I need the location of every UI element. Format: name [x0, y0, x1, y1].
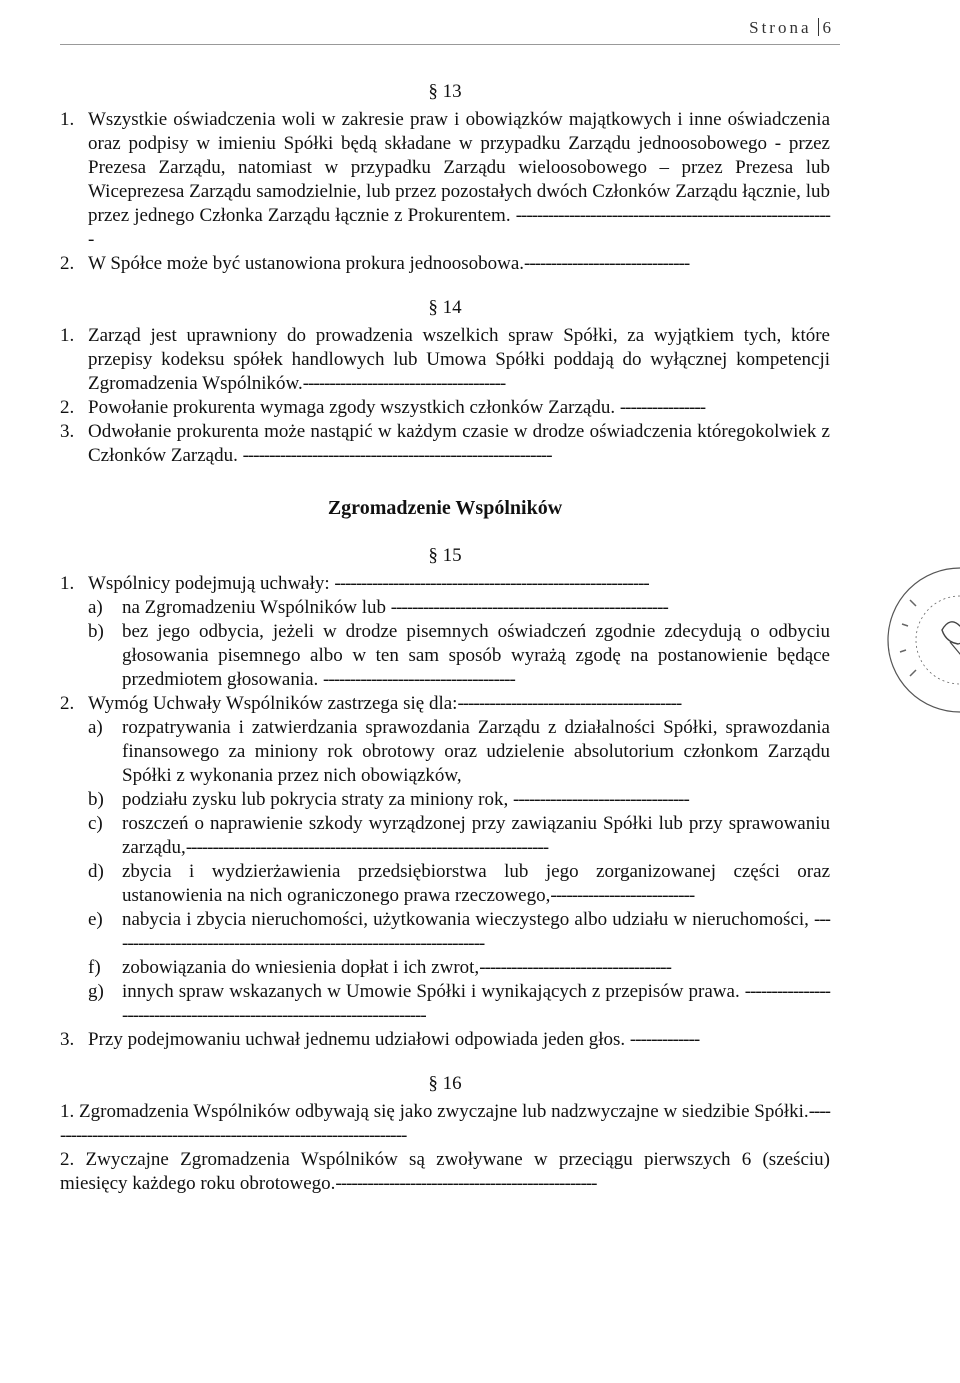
s15-b-dash: ------------------------------------	[323, 669, 515, 690]
s16-p2-text: 2. Zwyczajne Zgromadzenia Wspólników są zwoływane w przeciągu pierwszych 6 (sześciu) miesięcy każdego roku obrotowego.	[60, 1149, 830, 1194]
section-15-title: § 15	[428, 545, 462, 566]
s13-p1-number: 1.	[60, 109, 75, 130]
page-number-label	[749, 18, 834, 38]
s15-p2-item-text-wrap	[122, 956, 830, 980]
s15-p2-item-text-wrap	[122, 788, 830, 812]
s14-p3-text-wrap	[88, 420, 830, 468]
page-number: 6	[822, 18, 834, 37]
s15-paragraph-3	[60, 1028, 830, 1052]
s13-p1-dash: ------------------------------------------------------------	[88, 205, 830, 250]
s15-p2-item-letter: g)	[88, 981, 104, 1002]
s15-paragraph-1	[60, 572, 830, 596]
s14-p3-number: 3.	[60, 421, 75, 442]
s15-p3-text-wrap	[88, 1028, 830, 1052]
s15-p2-item-text: rozpatrywania i zatwierdzania sprawozdania Zarządu z działalności Spółki, sprawozdania finansowego za miniony rok obrotowy oraz udzielenie absolutorium członkom Zarządu Spółki z wykonania przez nich obowiązków,	[122, 717, 830, 786]
page-header	[60, 14, 840, 45]
s15-p1-text-wrap	[88, 572, 830, 596]
s14-p3-text: Odwołanie prokurenta może nastąpić w każdym czasie w drodze oświadczenia któregokolwiek z Członków Zarządu.	[88, 421, 830, 466]
s15-p2-item-letter: d)	[88, 861, 104, 882]
s15-p2-item-text-wrap	[122, 980, 830, 1028]
s13-p2-text-wrap	[88, 252, 830, 276]
s14-p2-number: 2.	[60, 397, 75, 418]
s15-p2-item-text-wrap	[122, 716, 830, 788]
s15-p2-item	[60, 908, 830, 956]
section-14-title: § 14	[428, 297, 462, 318]
s15-p2-item-dash: ------------------------------------	[479, 957, 671, 978]
s16-p1-text: 1. Zgromadzenia Wspólników odbywają się jako zwyczajne lub nadzwyczajne w siedzibie Spółki.	[60, 1101, 809, 1122]
s15-p2-item-dash: --------------------------------------------------------------------	[185, 837, 549, 858]
s15-p2-item-letter: f)	[88, 957, 101, 978]
s15-p2-item-dash: -----------------------------------------------------------------------	[122, 909, 830, 954]
s16-paragraph-1	[60, 1100, 830, 1148]
s15-p2-item	[60, 860, 830, 908]
s16-p1-dash: ---------------------------------------------------------------------	[60, 1101, 830, 1146]
s15-p3-dash: -------------	[629, 1029, 700, 1050]
s14-p1-number: 1.	[60, 325, 75, 346]
s13-p2-dash: -------------------------------	[524, 253, 690, 274]
s15-a-dash: ----------------------------------------------------	[390, 597, 668, 618]
s15-p2-item-letter: a)	[88, 717, 103, 738]
section-13-title: § 13	[428, 81, 462, 102]
s15-a-text: na Zgromadzeniu Wspólników lub	[122, 597, 387, 618]
s15-p1-dash: -----------------------------------------------------------	[334, 573, 649, 594]
s13-p2-text: W Spółce może być ustanowiona prokura jednoosobowa.	[88, 253, 525, 274]
s15-a-letter: a)	[88, 597, 103, 618]
s15-p2-item-text-wrap	[122, 908, 830, 956]
s15-p2-item-dash: ---------------------------	[550, 885, 695, 906]
s13-p1-text: Wszystkie oświadczenia woli w zakresie praw i obowiązków majątkowych i inne oświadczenia oraz podpisy w imieniu Spółki będą składane w przypadku Zarządu jednoosobowego - przez Prezesa Zarządu, natomiast w przypadku Zarządu wieloosobowego – przez Prezesa lub Wiceprezesa Zarządu samodzielnie, lub przez pozostałych dwóch Członków Zarządu łącznie, lub przez jednego Członka Zarządu łącznie z Prokurentem.	[88, 109, 830, 226]
s13-paragraph-2	[60, 252, 830, 276]
s15-p1-item-a	[60, 596, 830, 620]
s15-p2-item	[60, 980, 830, 1028]
s15-b-letter: b)	[88, 621, 104, 642]
s14-p2-text-wrap	[88, 396, 830, 420]
document-body	[60, 80, 830, 1196]
s13-p1-text-wrap	[88, 108, 830, 252]
s15-p2-item	[60, 788, 830, 812]
s13-paragraph-1	[60, 108, 830, 252]
s15-p2-item	[60, 812, 830, 860]
s15-p2-item-letter: c)	[88, 813, 103, 834]
s14-paragraph-3	[60, 420, 830, 468]
s14-p2-dash: ----------------	[619, 397, 706, 418]
s15-p2-item	[60, 956, 830, 980]
s15-p2-item-text-wrap	[122, 860, 830, 908]
section-16-title: § 16	[428, 1073, 462, 1094]
s15-p2-item-letter: b)	[88, 789, 104, 810]
s14-paragraph-1	[60, 324, 830, 396]
s15-p2-item-text: zbycia i wydzierżawienia przedsiębiorstwa lub jego zorganizowanej części oraz ustanowienia na nich ograniczonego prawa rzeczowego,	[122, 861, 830, 906]
official-seal-stamp	[880, 560, 960, 720]
s15-b-text-wrap	[122, 620, 830, 692]
s14-p1-text: Zarząd jest uprawniony do prowadzenia wszelkich spraw Spółki, za wyjątkiem tych, które przepisy kodeksu spółek handlowych lub Umowa Spółki poddają do wyłącznej kompetencji Zgromadzenia Wspólników.	[88, 325, 830, 394]
s15-p2-item-text: roszczeń o naprawienie szkody wyrządzonej przy zawiązaniu Spółki lub przy sprawowaniu zarządu,	[122, 813, 830, 858]
page-separator	[818, 18, 819, 36]
s15-p2-item-text: innych spraw wskazanych w Umowie Spółki i wynikających z przepisów prawa.	[122, 981, 740, 1002]
s15-p2-item	[60, 716, 830, 788]
s15-p2-text: Wymóg Uchwały Wspólników zastrzega się dla:	[88, 693, 458, 714]
s14-paragraph-2	[60, 396, 830, 420]
s15-p1-text: Wspólnicy podejmują uchwały:	[88, 573, 330, 594]
s15-p1-item-b	[60, 620, 830, 692]
s15-p2-item-text: zobowiązania do wniesienia dopłat i ich zwrot,	[122, 957, 480, 978]
s14-p1-dash: --------------------------------------	[302, 373, 506, 394]
s15-p3-number: 3.	[60, 1029, 75, 1050]
s15-p2-number: 2.	[60, 693, 75, 714]
s15-p3-text: Przy podejmowaniu uchwał jednemu udziałowi odpowiada jeden głos.	[88, 1029, 626, 1050]
s14-p2-text: Powołanie prokurenta wymaga zgody wszystkich członków Zarządu.	[88, 397, 616, 418]
s15-p2-item-text-wrap	[122, 812, 830, 860]
s13-p2-number: 2.	[60, 253, 75, 274]
s15-paragraph-2	[60, 692, 830, 716]
s15-p2-item-letter: e)	[88, 909, 103, 930]
s15-b-text: bez jego odbycia, jeżeli w drodze pisemnych oświadczeń zgodnie zdecydują o odbyciu głosowania pisemnego albo w ten sam sposób wyrażą zgodę na postanowienie będące przedmiotem głosowania.	[122, 621, 830, 690]
s15-p2-item-text: podziału zysku lub pokrycia straty za miniony rok,	[122, 789, 509, 810]
s15-p2-item-text: nabycia i zbycia nieruchomości, użytkowania wieczystego albo udziału w nieruchomości,	[122, 909, 809, 930]
s15-p2-item-dash: ---------------------------------	[513, 789, 689, 810]
s16-paragraph-2	[60, 1148, 830, 1196]
s15-p2-text-wrap	[88, 692, 830, 716]
s14-p1-text-wrap	[88, 324, 830, 396]
s15-p2-item-dash: -------------------------------------------------------------------------	[122, 981, 830, 1026]
section-heading: Zgromadzenie Wspólników	[327, 497, 563, 519]
page-label: Strona	[749, 18, 812, 37]
s15-p1-number: 1.	[60, 573, 75, 594]
s14-p3-dash: ----------------------------------------------------------	[242, 445, 552, 466]
s15-a-text-wrap	[122, 596, 830, 620]
s15-p2-dash: ------------------------------------------	[457, 693, 682, 714]
s16-p2-dash: -------------------------------------------------	[335, 1173, 597, 1194]
